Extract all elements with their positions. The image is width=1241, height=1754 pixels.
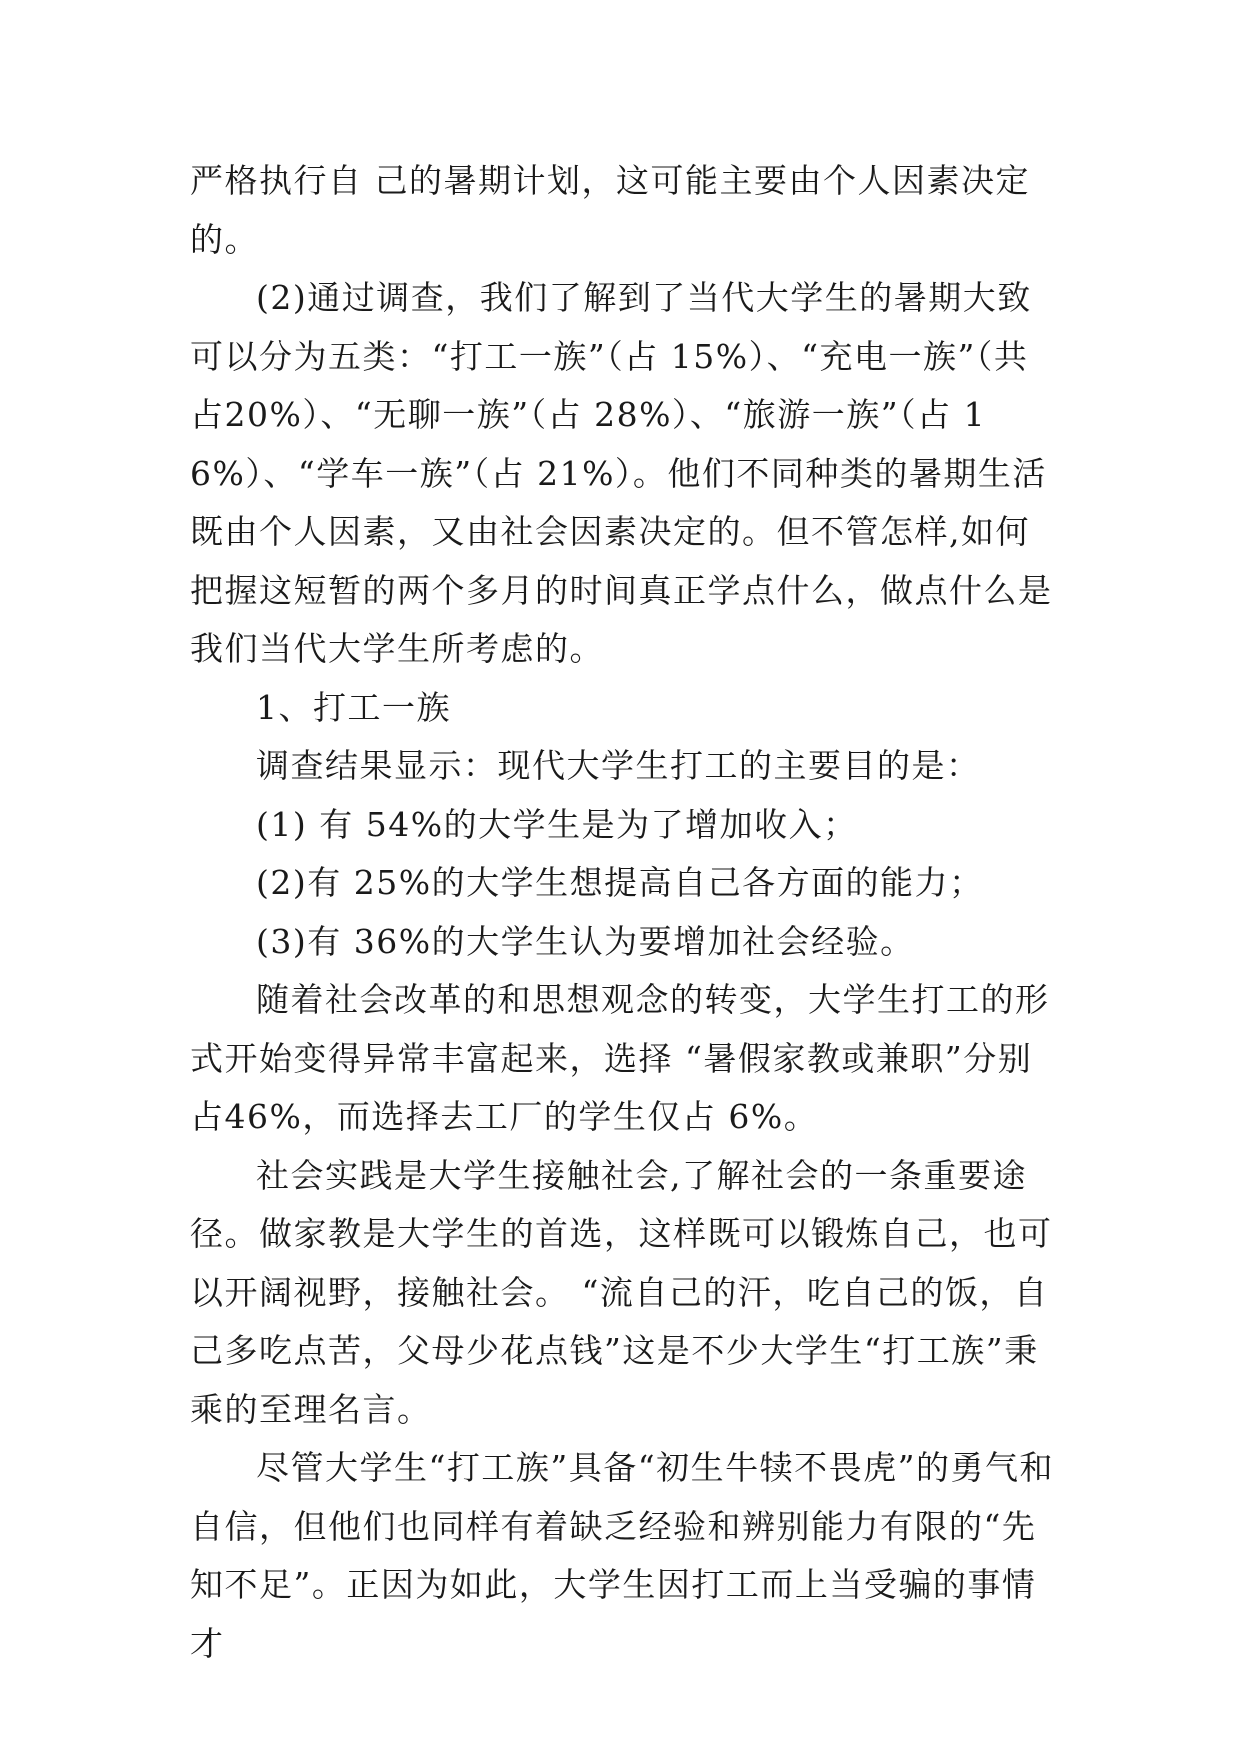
paragraph-risks: 尽管大学生“打工族”具备“初生牛犊不畏虎”的勇气和自信，但他们也同样有着缺乏经验和辨别能力有限的“先知不足”。正因为如此，大学生因打工而上当受骗的事情才	[190, 1448, 1054, 1663]
paragraph-social-practice: 社会实践是大学生接触社会,了解社会的一条重要途径。做家教是大学生的首选，这样既可以锻炼自己，也可以开阔视野，接触社会。 “流自己的汗，吃自己的饭，自己多吃点苦，父母少花点钱”这是不少大学生“打工族”秉乘的至理名言。	[190, 1155, 1053, 1429]
paragraph-continuation: 严格执行自 己的暑期计划，这可能主要由个人因素决定的。	[190, 161, 1030, 259]
section-heading-work-group: 1、打工一族	[256, 687, 451, 727]
paragraph-survey-result-intro: 调查结果显示：现代大学生打工的主要目的是：	[256, 746, 981, 785]
list-item-ability: (2)有 25%的大学生想提高自己各方面的能力；	[256, 863, 984, 902]
paragraph-work-forms: 随着社会改革的和思想观念的转变，大学生打工的形式开始变得异常丰富起来，选择 “暑假家教或兼职”分别占46%，而选择去工厂的学生仅占 6%。	[190, 980, 1050, 1136]
list-item-income: (1) 有 54%的大学生是为了增加收入；	[256, 804, 858, 844]
paragraph-survey-categories: (2)通过调查，我们了解到了当代大学生的暑期大致可以分为五类：“打工一族”（占 15%）、“充电一族”（共占20%）、“无聊一族”（占 28%）、“旅游一族”（占 16%）、“学车一族”（占 21%）。他们不同种类的暑期生活既由个人因素，又由社会因素决定的。但不管怎样,如何把握这短暂的两个多月的时间真正学点什么，做点什么是我们当代大学生所考虑的。	[190, 278, 1053, 668]
list-item-experience: (3)有 36%的大学生认为要增加社会经验。	[256, 921, 915, 961]
document-body	[190, 152, 1060, 1673]
